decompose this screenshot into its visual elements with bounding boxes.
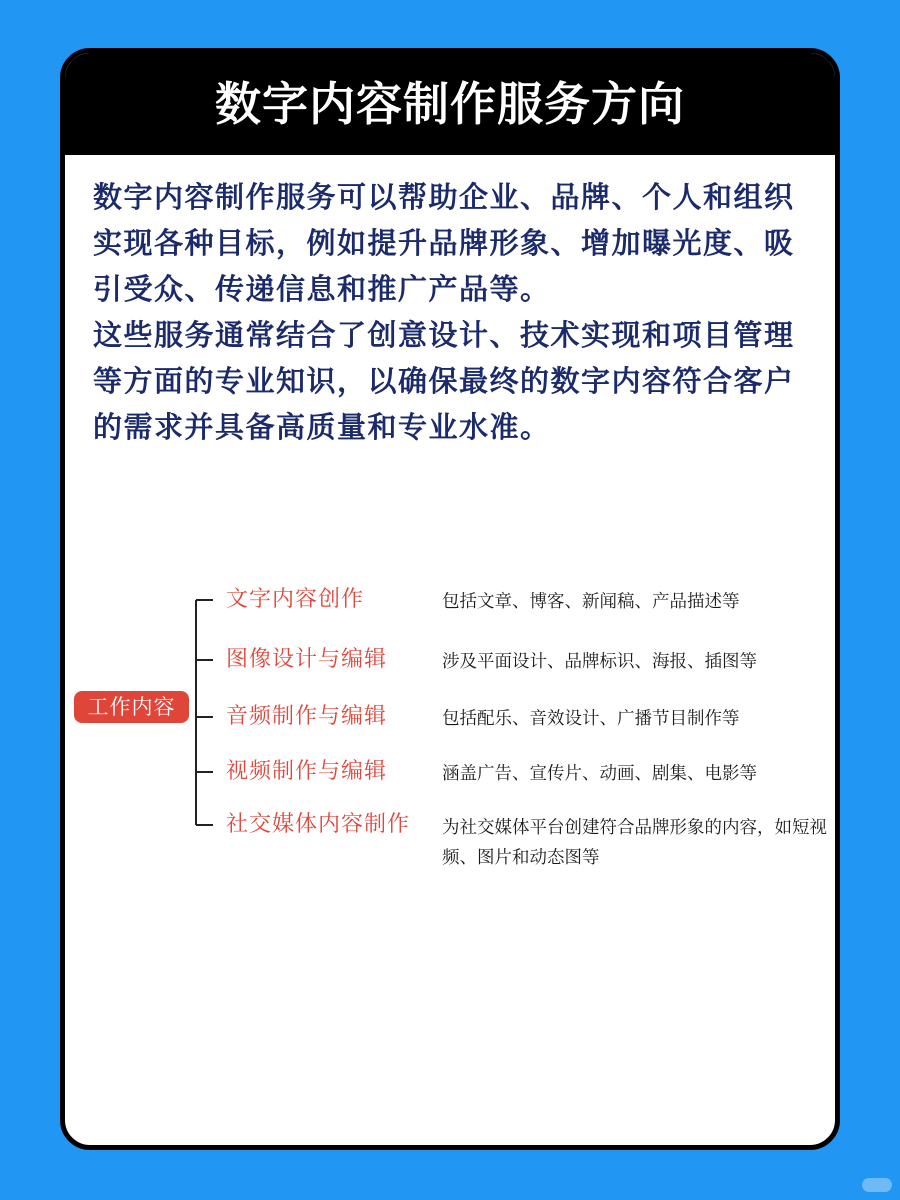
branch-description-1: 包括文章、博客、新闻稿、产品描述等 bbox=[442, 592, 740, 612]
branch-label-1: 文字内容创作 bbox=[226, 587, 365, 612]
branch-label-3: 音频制作与编辑 bbox=[226, 704, 388, 729]
branch-description-4: 涵盖广告、宣传片、动画、剧集、电影等 bbox=[442, 764, 757, 784]
page-title: 数字内容制作服务方向 bbox=[65, 53, 835, 155]
branch-description-2: 涉及平面设计、品牌标识、海报、插图等 bbox=[442, 652, 757, 672]
content-card bbox=[60, 48, 840, 1150]
branch-label-5: 社交媒体内容制作 bbox=[226, 812, 411, 837]
intro-paragraph-1: 数字内容制作服务可以帮助企业、品牌、个人和组织实现各种目标，例如提升品牌形象、增加曝光度、吸引受众、传递信息和推广产品等。 bbox=[93, 180, 795, 306]
branch-label-2: 图像设计与编辑 bbox=[226, 647, 388, 672]
branch-description-5: 为社交媒体平台创建符合品牌形象的内容，如短视频、图片和动态图等 bbox=[442, 818, 827, 868]
branch-label-4: 视频制作与编辑 bbox=[226, 759, 388, 784]
watermark-badge bbox=[862, 1178, 892, 1192]
intro-paragraph-2: 这些服务通常结合了创意设计、技术实现和项目管理等方面的专业知识，以确保最终的数字内容符合客户的需求并具备高质量和专业水准。 bbox=[93, 318, 795, 444]
branch-description-3: 包括配乐、音效设计、广播节目制作等 bbox=[442, 709, 740, 729]
tree-root-badge: 工作内容 bbox=[74, 691, 189, 723]
